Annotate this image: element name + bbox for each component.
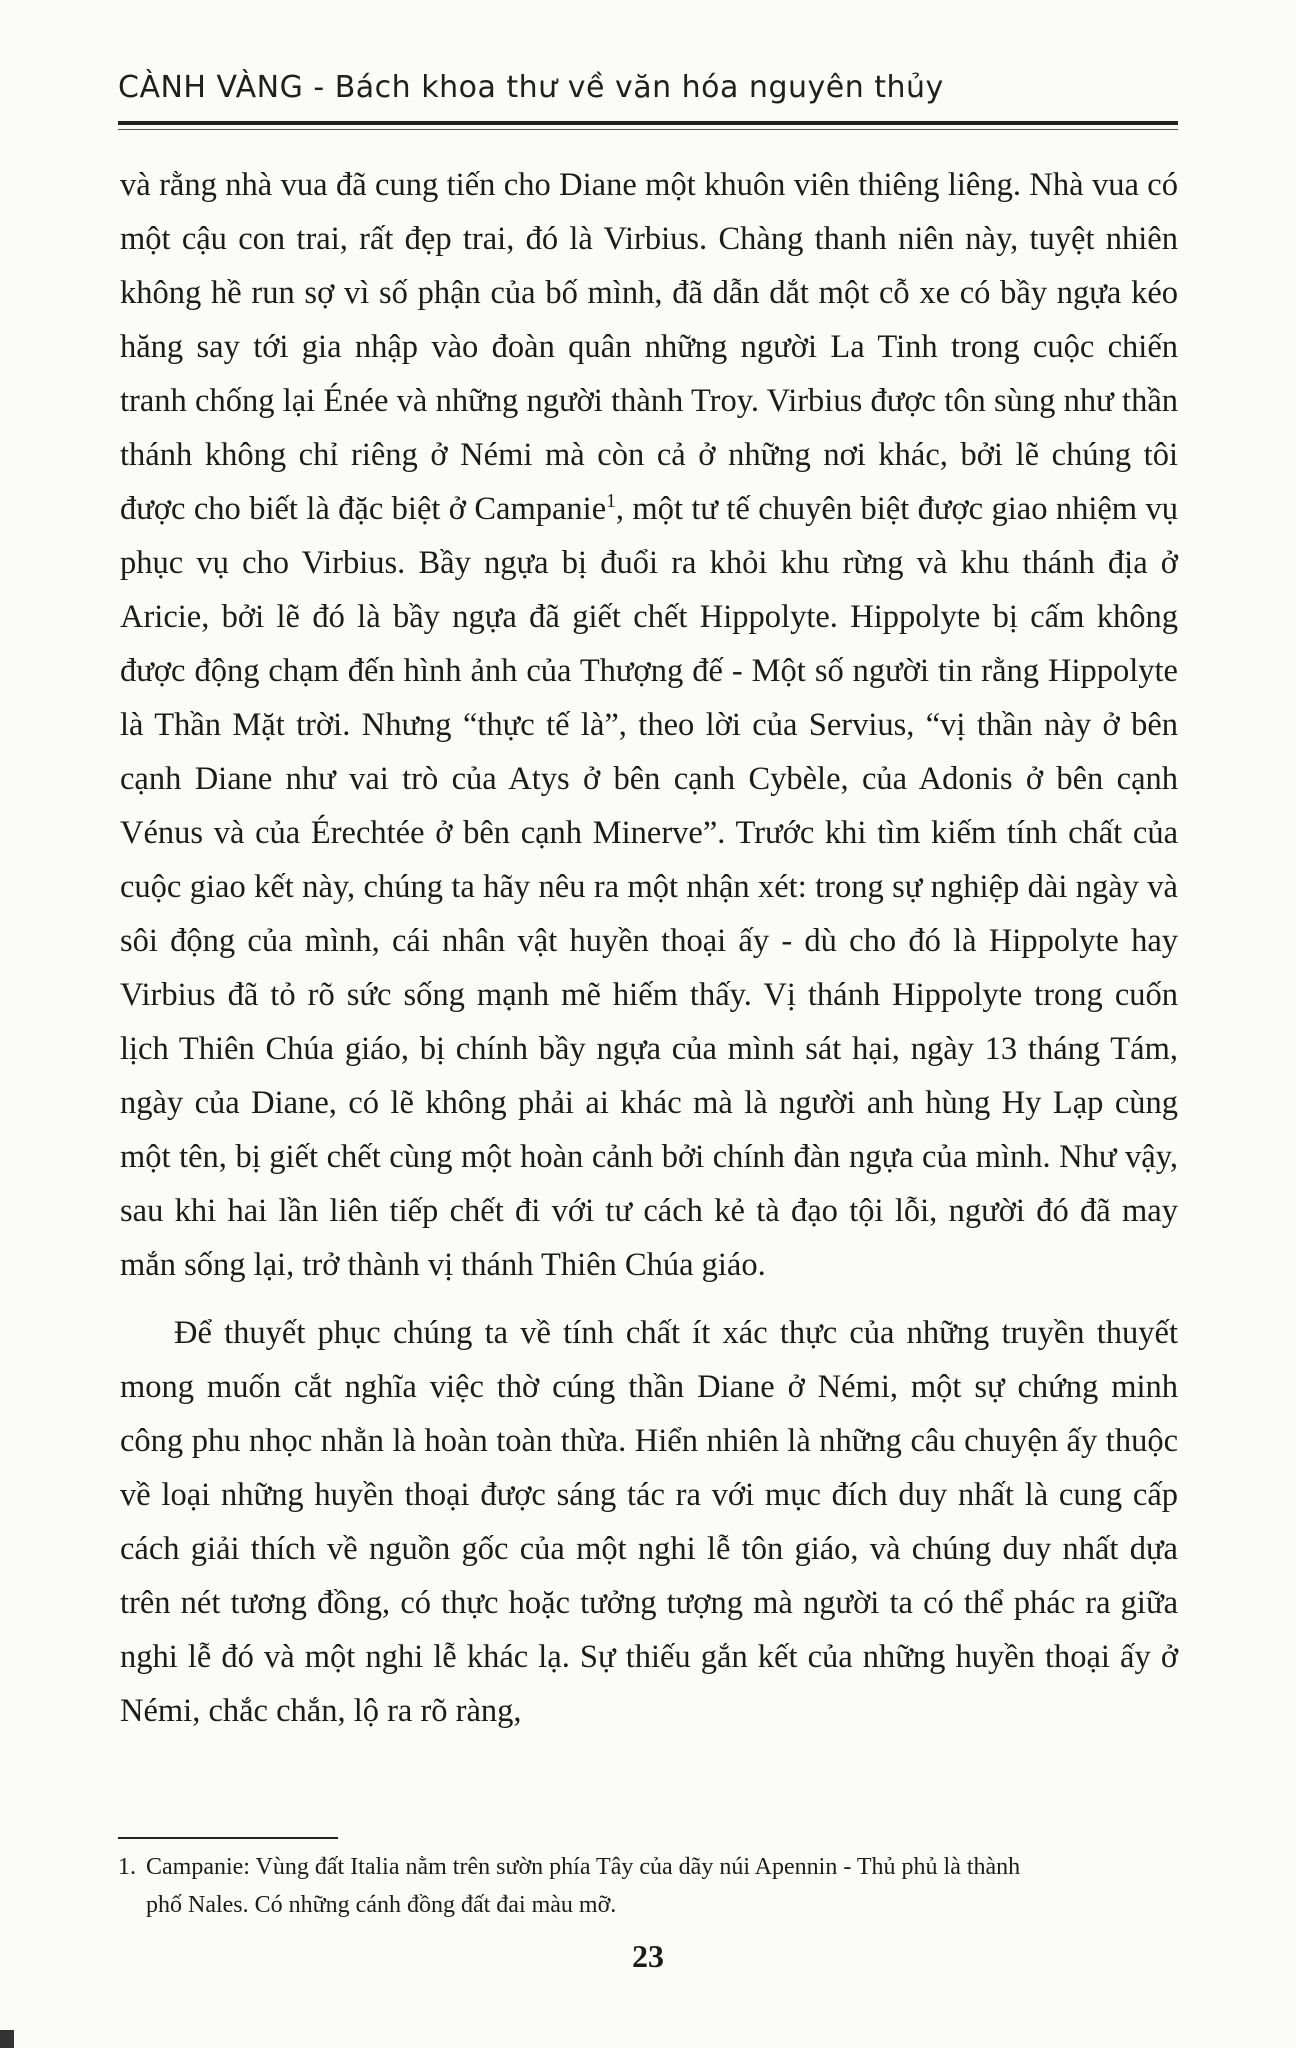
paragraph-1-part-1: và rằng nhà vua đã cung tiến cho Diane một khuôn viên thiêng liêng. Nhà vua có một cậu con trai, rất đẹp trai, đó là Virbius. Chàng thanh niên này, tuyệt nhiên không hề run sợ vì số phận của bố mình, đã dẫn dắt một cỗ xe có bầy ngựa kéo hăng say tới gia nhập vào đoàn quân những người La Tinh trong cuộc chiến tranh chống lại Énée và những người thành Troy. Virbius được tôn sùng như thần thánh không chỉ riêng ở Némi mà còn cả ở những nơi khác, bởi lẽ chúng tôi được cho biết là đặc biệt ở Campanie xyxy=(120,167,1178,527)
header-rule xyxy=(118,121,1178,125)
paragraph-2: Để thuyết phục chúng ta về tính chất ít xác thực của những truyền thuyết mong muốn cắt nghĩa việc thờ cúng thần Diane ở Némi, một sự chứng minh công phu nhọc nhằn là hoàn toàn thừa. Hiển nhiên là những câu chuyện ấy thuộc về loại những huyền thoại được sáng tác ra với mục đích duy nhất là cung cấp cách giải thích về nguồn gốc của một nghi lễ tôn giáo, và chúng duy nhất dựa trên nét tương đồng, có thực hoặc tưởng tượng mà người ta có thể phác ra giữa nghi lễ đó và một nghi lễ khác lạ. Sự thiếu gắn kết của những huyền thoại ấy ở Némi, chắc chắn, lộ ra rõ ràng, xyxy=(120,1315,1178,1729)
footnote-line-1 xyxy=(118,1848,1178,1886)
footnote xyxy=(118,1848,1178,1924)
page-number: 23 xyxy=(632,1938,664,1974)
footnote-text-1: Campanie: Vùng đất Italia nằm trên sườn phía Tây của dãy núi Apennin - Thủ phủ là thành xyxy=(146,1854,1021,1880)
paragraph-1 xyxy=(120,158,1178,1292)
paragraph-1-part-2: , một tư tế chuyên biệt được giao nhiệm vụ phục vụ cho Virbius. Bầy ngựa bị đuổi ra khỏi khu rừng và khu thánh địa ở Aricie, bởi lẽ đó là bầy ngựa đã giết chết Hippolyte. Hippolyte bị cấm không được động chạm đến hình ảnh của Thượng đế - Một số người tin rằng Hippolyte là Thần Mặt trời. Nhưng “thực tế là”, theo lời của Servius, “vị thần này ở bên cạnh Diane như vai trò của Atys ở bên cạnh Cybèle, của Adonis ở bên cạnh Vénus và của Érechtée ở bên cạnh Minerve”. Trước khi tìm kiếm tính chất của cuộc giao kết này, chúng ta hãy nêu ra một nhận xét: trong sự nghiệp dài ngày và sôi động của mình, cái nhân vật huyền thoại ấy - dù cho đó là Hippolyte hay Virbius đã tỏ rõ sức sống mạnh mẽ hiếm thấy. Vị thánh Hippolyte trong cuốn lịch Thiên Chúa giáo, bị chính bầy ngựa của mình sát hại, ngày 13 tháng Tám, ngày của Diane, có lẽ không phải ai khác mà là người anh hùng Hy Lạp cùng một tên, bị giết chết cùng một hoàn cảnh bởi chính đàn ngựa của mình. Như vậy, sau khi hai lần liên tiếp chết đi với tư cách kẻ tà đạo tội lỗi, người đó đã may mắn sống lại, trở thành vị thánh Thiên Chúa giáo. xyxy=(120,491,1178,1283)
footnote-reference: 1 xyxy=(606,491,616,513)
footnote-line-2: phố Nales. Có những cánh đồng đất đai màu mỡ. xyxy=(146,1892,617,1918)
header-rule-thin xyxy=(118,129,1178,130)
footnote-number: 1. xyxy=(118,1854,136,1880)
footnote-divider xyxy=(118,1837,338,1839)
main-text xyxy=(120,158,1178,1738)
scan-corner-mark xyxy=(0,2030,14,2048)
header-title: CÀNH VÀNG - Bách khoa thư về văn hóa nguyên thủy xyxy=(118,70,944,105)
